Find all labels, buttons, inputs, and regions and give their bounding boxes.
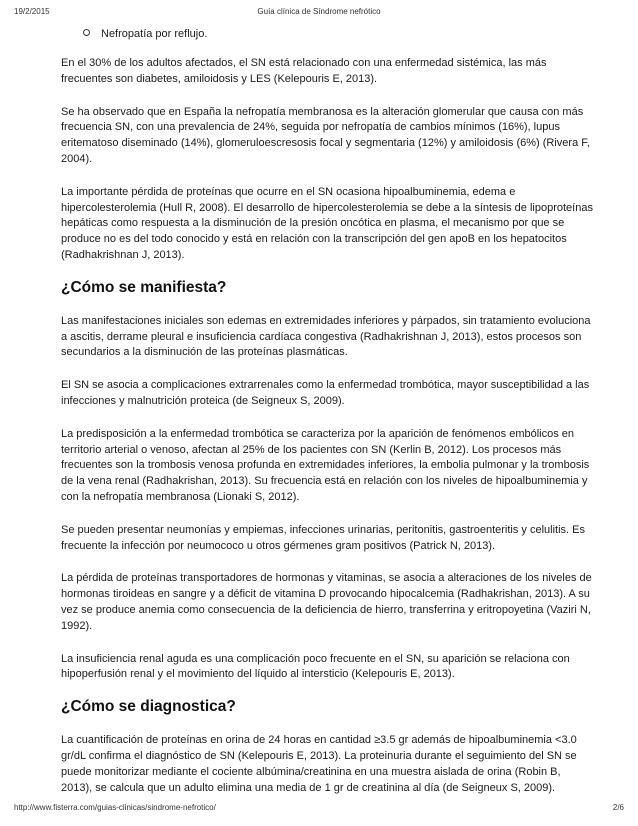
paragraph-renal-failure: La insuficiencia renal aguda es una complicación poco frecuente en el SN, su aparición se relaciona con hipoperfusión renal y el movimiento del líquido al intersticio (Kelepouris E, 2013). xyxy=(61,652,570,681)
paragraph-protein-loss: La importante pérdida de proteínas que ocurre en el SN ocasiona hipoalbuminemia, edema e hipercolesterolemia (Hull R, 2008). El desarrollo de hipercolesterolemia se debe a la síntesis de lipoproteínas hepáticas como respuesta a la disminución de la presión oncótica en plasma, el mecanismo por que se produce no es del todo conocido y está en relación con la transcripción del gen apoB en los hepatocitos (Radhakrishnan J, 2013). xyxy=(61,185,593,261)
heading-manifiesta: ¿Cómo se manifiesta? xyxy=(61,278,227,296)
paragraph-extrarenal: El SN se asocia a complicaciones extrarrenales como la enfermedad trombótica, mayor susceptibilidad a las infecciones y malnutrición proteica (de Seigneux S, 2009). xyxy=(61,379,590,407)
paragraph-initial-manifestations: Las manifestaciones iniciales son edemas en extremidades inferiores y párpados, sin tratamiento evoluciona a ascitis, derrame pleural e insuficiencia cardíaca congestiva (Radhakrishnan J, 2013), estos procesos son secundarios a la disminución de las proteínas plasmáticas. xyxy=(61,314,591,359)
paragraph-spain: Se ha observado que en España la nefropatía membranosa es la alteración glomerular que causa con más frecuencia SN, con una prevalencia de 24%, seguida por nefropatía de cambios mínimos (16%), lupus eritematoso diseminado (14%), glomeruloescresosis focal y segmentaria (12%) y amiloidosis (6%) (Rivera F, 2004). xyxy=(61,105,590,165)
article-body xyxy=(61,27,593,796)
paragraph-diagnosis: La cuantificación de proteínas en orina de 24 horas en cantidad ≥3.5 gr además de hipoalbuminemia <3.0 gr/dL confirma el diagnóstico de SN (Kelepouris E, 2013). La proteinuria durante el seguimiento del SN se puede monitorizar mediante el cociente albúmina/creatinina en una muestra aislada de orina (Robin B, 2013), se calcula que un adulto elimina una media de 1 gr de creatinina al día (de Seigneux S, 2009). xyxy=(61,734,577,794)
paragraph-infections: Se pueden presentar neumonías y empiemas, infecciones urinarias, peritonitis, gastroenteritis y celulitis. Es frecuente la infección por neumococo u otros gérmenes gram positivos (Patrick N, 2013). xyxy=(61,523,585,552)
header-date: 19/2/2015 xyxy=(14,7,50,16)
list-item-text: Nefropatía por reflujo. xyxy=(101,28,208,40)
heading-diagnostica: ¿Cómo se diagnostica? xyxy=(61,698,236,716)
paragraph-thrombotic: La predisposición a la enfermedad trombótica se caracteriza por la aparición de fenómenos embólicos en territorio arterial o venoso, afectan al 25% de los pacientes con SN (Kerlin B, 2012). Los procesos más frecuentes son la trombosis venosa profunda en extremidades inferiores, la embolia pulmonar y la trombosis de la vena renal (Radhakrishan, 2013). Su frecuencia está en relación con los niveles de hipoalbuminemia y con la nefropatía membranosa (Lionaki S, 2012). xyxy=(61,427,590,503)
header-title: Guía clínica de Síndrome nefrótico xyxy=(257,7,381,16)
paragraph-hormones: La pérdida de proteínas transportadores de hormonas y vitaminas, se asocia a alteraciones de los niveles de hormonas tiroideas en sangre y a déficit de vitamina D provocando hipocalcemia (Radhakrishan, 2013). A su vez se produce anemia como consecuencia de la deficiencia de hierro, transferrina y eritropoyetina (Vaziri N, 1992). xyxy=(61,572,592,632)
circle-bullet-icon xyxy=(83,29,90,36)
footer-url: http://www.fisterra.com/guias-clinicas/sindrome-nefrotico/ xyxy=(14,803,216,812)
paragraph-systemic: En el 30% de los adultos afectados, el SN está relacionado con una enfermedad sistémica, las más frecuentes son diabetes, amiloidosis y LES (Kelepouris E, 2013). xyxy=(61,57,547,85)
list-item xyxy=(83,27,593,42)
footer-page-number: 2/6 xyxy=(612,803,624,812)
